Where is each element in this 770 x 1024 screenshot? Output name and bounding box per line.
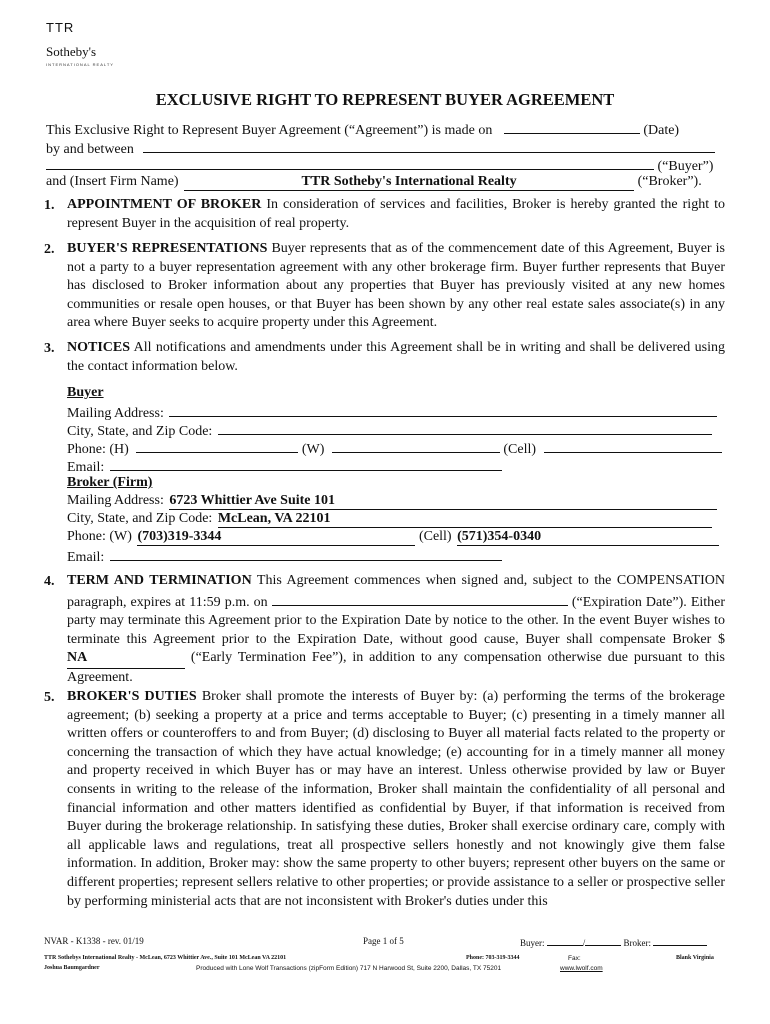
- footer-produced: Produced with Lone Wolf Transactions (zipForm Edition) 717 N Harwood St, Suite 2200, Dallas, TX 75201: [196, 965, 502, 972]
- footer-blank-form: Blank Virginia: [676, 955, 714, 961]
- firm-label: and (Insert Firm Name): [46, 174, 179, 189]
- section-4-heading: TERM AND TERMINATION: [67, 573, 252, 588]
- footer-phone: Phone: 703-319-3344: [466, 955, 520, 961]
- broker-city-row: [67, 510, 712, 528]
- buyer-phone-h-label: Phone: (H): [67, 442, 129, 457]
- buyer-mailing-field[interactable]: [169, 402, 717, 417]
- buyer-phone-w-field[interactable]: [332, 438, 500, 453]
- buyer-email-row: [67, 456, 502, 476]
- buyer-email-label: Email:: [67, 460, 105, 475]
- buyer-name-field-2[interactable]: [46, 155, 654, 170]
- buyer-label: (“Buyer”): [657, 159, 714, 174]
- broker-phone-cell-label: (Cell): [418, 529, 452, 544]
- buyer-phone-w-label: (W): [301, 442, 325, 457]
- broker-email-field[interactable]: [110, 546, 502, 561]
- buyer-mailing-label: Mailing Address:: [67, 406, 164, 421]
- buyer-city-row: [67, 420, 712, 440]
- buyer-phone-h-field[interactable]: [136, 438, 298, 453]
- buyer-contact-heading: Buyer: [67, 385, 104, 400]
- buyer-mailing-row: [67, 402, 717, 422]
- by-between-label: by and between: [46, 142, 134, 157]
- section-1-heading: APPOINTMENT OF BROKER: [67, 197, 262, 212]
- broker-phone-w-label: Phone: (W): [67, 529, 132, 544]
- broker-mailing-field[interactable]: 6723 Whittier Ave Suite 101: [169, 492, 717, 510]
- buyer-email-field[interactable]: [110, 456, 502, 471]
- buyer-city-label: City, State, and Zip Code:: [67, 424, 213, 439]
- footer-url[interactable]: www.lwolf.com: [560, 965, 603, 972]
- buyer-phone-row: [67, 438, 722, 458]
- broker-mailing-row: [67, 492, 717, 510]
- broker-mailing-label: Mailing Address:: [67, 493, 164, 508]
- early-termination-fee-field[interactable]: NA: [67, 649, 185, 669]
- section-3-text: All notifications and amendments under this Agreement shall be in writing and shall be delivered using the contact information below.: [67, 340, 725, 374]
- section-5-text: Broker shall promote the interests of Buyer by: (a) performing the terms of the brokerage agreement; (b) seeking a property at a price and terms acceptable to Buyer; (c) presenting in a timely manner all written offers or counteroffers to and from Buyer; (d) disclosing to Buyer all material facts related to the property or concerning the transaction of which they have actual knowledge; (e) accounting for in a timely manner all money and property received in which Buyer has or may have an interest. Unless otherwise provided by law or Buyer consents in writing to the release of the information, Broker shall maintain the confidentiality of all personal and financial information and other matters identified as confidential by Buyer, if that information is received from Buyer during the brokerage relationship. In satisfying these duties, Broker shall exercise ordinary care, comply with all applicable laws and regulations, treat all prospective sellers honestly and not knowingly give them false information. In addition, Broker may: show the same property to other buyers; represent other buyers on the same or different properties; represent sellers relative to other properties; or provide assistance to a seller or prospective seller by performing ministerial acts that are not inconsistent with Broker's duties under this: [67, 689, 726, 909]
- intro-line-1: [46, 119, 679, 139]
- buyer-city-field[interactable]: [218, 420, 712, 435]
- broker-city-field[interactable]: McLean, VA 22101: [218, 510, 712, 528]
- section-3-heading: NOTICES: [67, 340, 131, 355]
- initials-slash: /: [582, 938, 586, 948]
- buyer-initials-field-1[interactable]: [547, 936, 583, 946]
- section-4-text-a: This Agreement commences when signed and, subject to the COMPENSATION paragraph, expires at 11:59 p.m. on: [67, 573, 725, 610]
- logo-sothebys: Sotheby's: [46, 44, 97, 59]
- intro-text: This Exclusive Right to Represent Buyer Agreement (“Agreement”) is made on: [46, 123, 493, 138]
- section-4-text-c: (“Early Termination Fee”), in addition to any compensation otherwise due pursuant to this Agreement.: [67, 650, 725, 685]
- intro-line-3: [46, 155, 713, 175]
- section-3: [67, 339, 725, 376]
- footer-agent: Joshua Baumgardner: [44, 965, 100, 971]
- form-id: NVAR - K1338 - rev. 01/19: [44, 936, 144, 946]
- section-5-number: 5.: [44, 690, 55, 705]
- section-4-text-b: (“Expiration Date”). Either party may terminate this Agreement prior to the Expiration Date by notice to the other. In the event Buyer wishes to terminate this Agreement prior to the Expiration Date, without good cause, Buyer shall compensate Broker $: [67, 594, 726, 647]
- section-5-heading: BROKER'S DUTIES: [67, 689, 197, 704]
- broker-phone-row: [67, 528, 719, 546]
- broker-label: (“Broker”).: [637, 174, 702, 189]
- logo-tagline: INTERNATIONAL REALTY: [46, 62, 114, 67]
- logo-ttr: TTR: [46, 20, 75, 35]
- footer-firm-line: TTR Sothebys International Realty - McLean, 6723 Whittier Ave., Suite 101 McLean VA 22101: [44, 955, 287, 961]
- broker-email-label: Email:: [67, 550, 105, 565]
- section-2-heading: BUYER'S REPRESENTATIONS: [67, 241, 268, 256]
- section-2-text: Buyer represents that as of the commencement date of this Agreement, Buyer is not a party to a buyer representation agreement with any other brokerage firm. Buyer further represents that Buyer has disclosed to Broker information about any properties that Buyer has previously visited at any new homes communities or resale open houses, or that Buyer has been shown by any other real estate sales associate(s) in any area where Buyer seeks to acquire property under this Agreement.: [67, 241, 725, 331]
- broker-email-row: [67, 546, 502, 566]
- broker-phone-cell-field[interactable]: (571)354-0340: [457, 528, 719, 546]
- page-number: Page 1 of 5: [363, 936, 404, 946]
- buyer-phone-cell-label: (Cell): [503, 442, 537, 457]
- broker-contact-heading: Broker (Firm): [67, 475, 153, 490]
- broker-initials-label: Broker:: [623, 938, 652, 948]
- footer-fax: Fax:: [568, 955, 581, 962]
- broker-city-label: City, State, and Zip Code:: [67, 511, 213, 526]
- section-1-text: In consideration of services and facilities, Broker is hereby granted the right to represent Buyer in the acquisition of real property.: [67, 197, 725, 231]
- section-1: [67, 196, 725, 233]
- document-title: EXCLUSIVE RIGHT TO REPRESENT BUYER AGREEMENT: [155, 90, 615, 109]
- buyer-initials-field-2[interactable]: [582, 936, 621, 948]
- section-1-number: 1.: [44, 198, 55, 213]
- agreement-date-field[interactable]: [504, 119, 640, 134]
- buyer-initials-label: Buyer:: [520, 938, 545, 948]
- section-5: [67, 688, 725, 911]
- broker-initials-field[interactable]: [653, 936, 707, 946]
- company-logo: [46, 20, 114, 67]
- firm-name-field[interactable]: TTR Sotheby's International Realty: [184, 173, 634, 191]
- buyer-phone-cell-field[interactable]: [544, 438, 722, 453]
- section-2-number: 2.: [44, 242, 55, 257]
- section-4: [67, 572, 725, 688]
- buyer-name-field-1[interactable]: [143, 138, 715, 153]
- intro-line-4: [46, 173, 702, 191]
- section-3-number: 3.: [44, 341, 55, 356]
- section-2: [67, 240, 725, 333]
- expiration-date-field[interactable]: [272, 591, 568, 606]
- section-4-number: 4.: [44, 574, 55, 589]
- date-label: (Date): [643, 123, 680, 138]
- broker-phone-w-field[interactable]: (703)319-3344: [137, 528, 415, 546]
- initials-row: [520, 936, 707, 948]
